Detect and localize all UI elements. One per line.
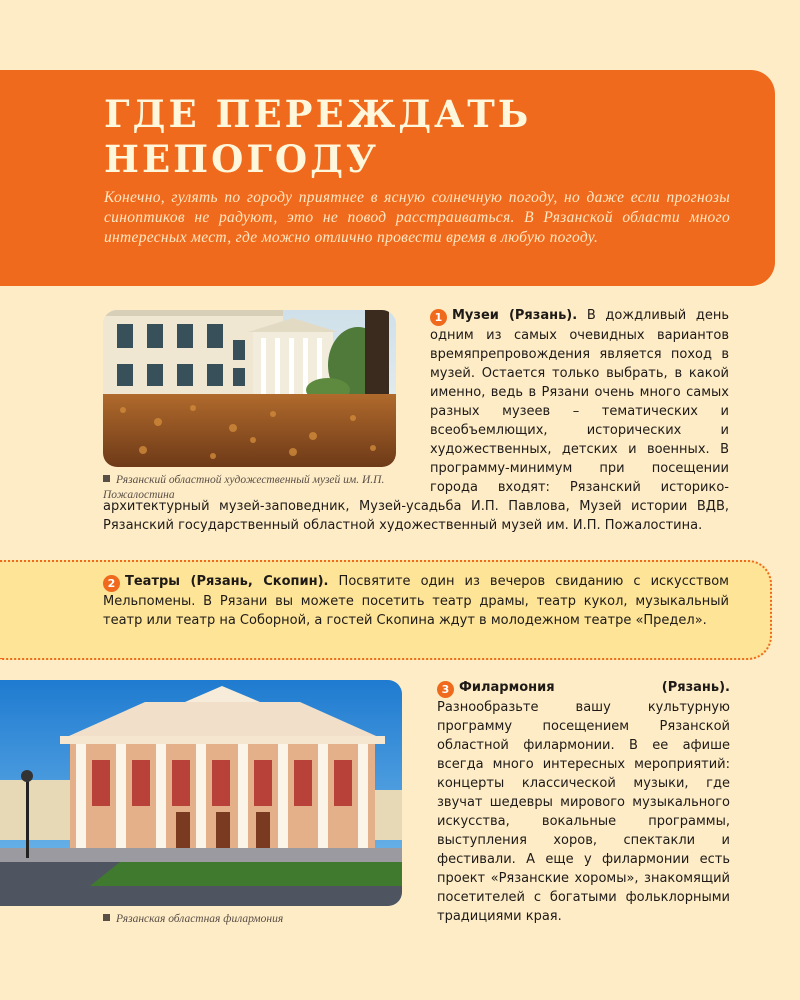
section-text: Посвятите один из вечеров свиданию с искусством Мельпомены. В Рязани вы можете посетить театр драмы, театр кукол, музыкальный театр или театр на Соборной, а гостей Скопина ждут в молодежном театре «Предел». (103, 574, 729, 628)
square-bullet-icon (103, 914, 110, 921)
philharmonic-photo (0, 680, 402, 906)
intro-text: Конечно, гулять по городу приятнее в ясную солнечную погоду, но даже если прогнозы синоптиков не радуют, это не повод расстраиваться. В Рязанской области много интересных мест, где можно отлично провести время в любую погоду. (104, 189, 730, 246)
philharmonic-caption: Рязанская областная филармония (103, 912, 403, 927)
section-number: 1 (430, 309, 447, 326)
section-philharmonic (437, 678, 730, 926)
page-title: ГДЕ ПЕРЕЖДАТЬ НЕПОГОДУ (104, 92, 532, 181)
section-heading: Филармония (Рязань). (459, 680, 730, 695)
section-heading: Театры (Рязань, Скопин). (125, 574, 329, 589)
museum-caption: Рязанский областной художественный музей им. И.П. Пожалостина (103, 474, 385, 501)
section-text: В дождливый день одним из самых очевидных вариантов времяпрепровождения является поход в музей. Остается только выбрать, в какой именно, ведь в Рязани очень много самых разных музеев – тематических и всеобъемлющих, исторических и художественных, детских и военных. В программу-минимум при посещении города входят: Рязанский историко-архитектурный музей-заповедник, Музей-усадьба И.П. Павлова, Музей истории ВДВ, Рязанский государственный областной художественный музей им. И.П. Пожалостина. (103, 308, 729, 533)
text-float (103, 306, 430, 496)
section-number: 3 (437, 681, 454, 698)
section-museums (103, 306, 729, 535)
section-text: Разнообразьте вашу культурную программу посещением Рязанской областной филармонии. В ее афише всегда много интересных мероприятий: концерты классической музыки, где звучат шедевры мирового музыкального искусства, вокальные программы, выступления хоров, спектакли и фестивали. А еще у филармонии есть проект «Рязанские хоромы», знакомящий посетителей с богатыми фольклорными традициями края. (437, 700, 730, 924)
section-number: 2 (103, 575, 120, 592)
section-heading: Музеи (Рязань). (452, 308, 578, 323)
section-theaters (103, 572, 729, 630)
header-banner (0, 70, 775, 286)
theaters-box (0, 560, 772, 660)
